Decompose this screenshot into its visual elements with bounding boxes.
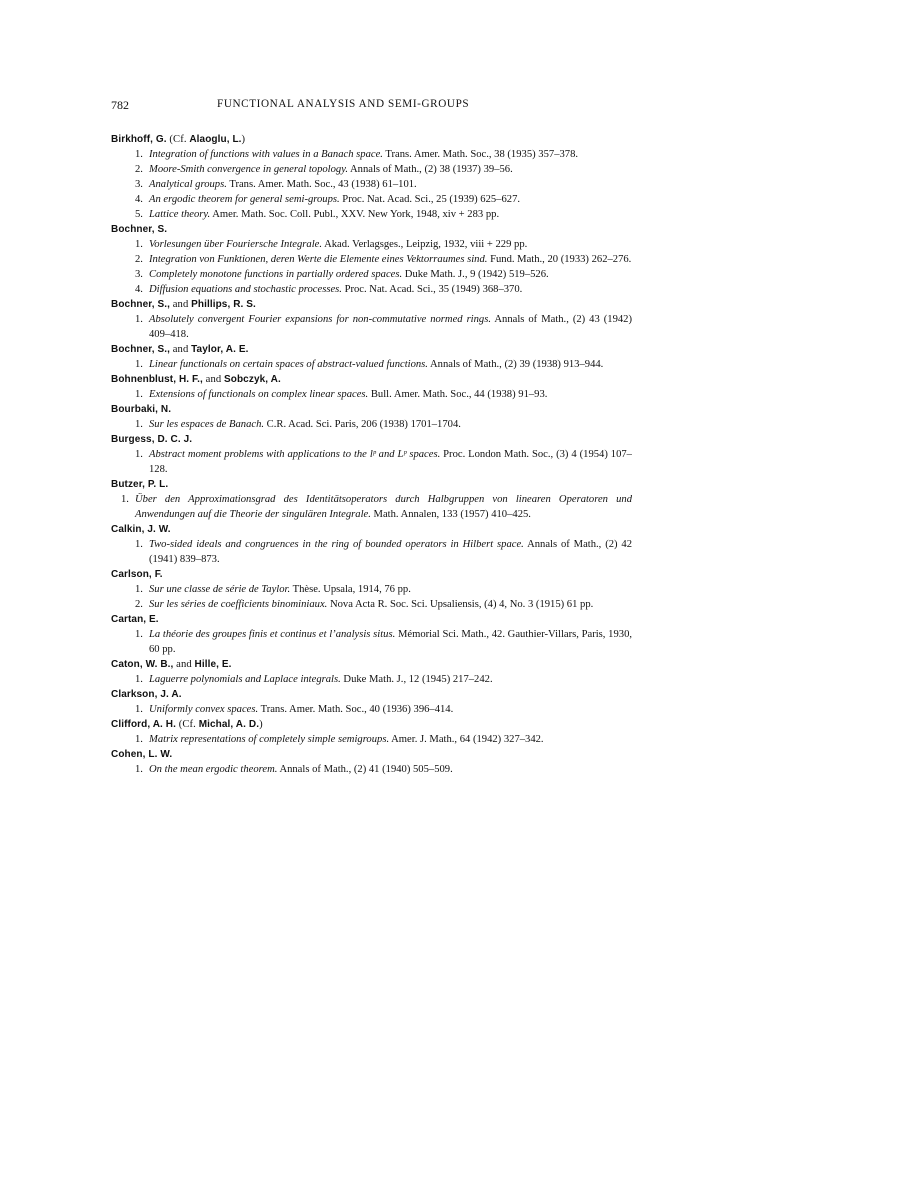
bibliography-entry	[111, 132, 632, 222]
reference-item	[111, 672, 632, 687]
author-heading	[111, 297, 632, 312]
author-name: Hille, E.	[194, 659, 232, 670]
reference-number: 1.	[135, 419, 143, 430]
author-heading	[111, 132, 632, 147]
author-connector: (Cf.	[176, 719, 199, 730]
reference-title: Completely monotone functions in partially ordered spaces.	[149, 269, 403, 280]
running-title: FUNCTIONAL ANALYSIS AND SEMI-GROUPS	[217, 98, 470, 110]
bibliography-entry	[111, 402, 632, 432]
author-name: Cohen, L. W.	[111, 749, 173, 760]
reference-details: Fund. Math., 20 (1933) 262–276.	[487, 254, 632, 265]
reference-title: Linear functionals on certain spaces of abstract-valued functions.	[149, 359, 428, 370]
reference-item	[111, 147, 632, 162]
reference-details: Amer. J. Math., 64 (1942) 327–342.	[389, 734, 544, 745]
reference-title: Sur les séries de coefficients binominiaux.	[149, 599, 328, 610]
author-name: Clifford, A. H.	[111, 719, 177, 730]
reference-title: Laguerre polynomials and Laplace integrals.	[149, 674, 341, 685]
bibliography-entry	[111, 342, 632, 372]
reference-title: Integration of functions with values in a Banach space.	[149, 149, 383, 160]
author-connector: and	[170, 344, 192, 355]
reference-title: Absolutely convergent Fourier expansions for non-commutative normed rings.	[149, 314, 491, 325]
reference-title: An ergodic theorem for general semi-groups.	[149, 194, 340, 205]
reference-item	[111, 732, 632, 747]
reference-item	[111, 597, 632, 612]
reference-details: Annals of Math., (2) 38 (1937) 39–56.	[347, 164, 513, 175]
author-name: Calkin, J. W.	[111, 524, 171, 535]
author-connector: and	[173, 659, 195, 670]
reference-number: 4.	[135, 194, 143, 205]
reference-item	[111, 702, 632, 717]
reference-number: 1.	[135, 704, 143, 715]
reference-details: Proc. Nat. Acad. Sci., 25 (1939) 625–627.	[339, 194, 521, 205]
reference-title: Diffusion equations and stochastic processes.	[149, 284, 342, 295]
reference-details: Math. Annalen, 133 (1957) 410–425.	[370, 509, 531, 520]
reference-details: Trans. Amer. Math. Soc., 40 (1936) 396–414.	[258, 704, 454, 715]
author-name: Birkhoff, G.	[111, 134, 167, 145]
reference-title: Sur une classe de série de Taylor.	[149, 584, 291, 595]
author-heading	[111, 687, 632, 702]
running-head	[111, 98, 632, 116]
reference-title: Vorlesungen über Fouriersche Integrale.	[149, 239, 322, 250]
reference-number: 1.	[135, 674, 143, 685]
author-heading	[111, 342, 632, 357]
reference-title: Über den Approximationsgrad des Identitätsoperators durch Halbgruppen von linearen Operatoren und Anwendungen auf die Theorie der singulären Integrale.	[135, 494, 632, 520]
author-connector: and	[170, 299, 192, 310]
reference-item	[111, 312, 632, 342]
reference-number: 4.	[135, 284, 143, 295]
reference-item	[111, 537, 632, 567]
bibliography-list	[111, 132, 632, 777]
author-connector: )	[259, 719, 263, 730]
reference-details: Amer. Math. Soc. Coll. Publ., XXV. New York, 1948, xiv + 283 pp.	[210, 209, 500, 220]
bibliography-entry	[111, 477, 632, 522]
author-name: Bohnenblust, H. F.,	[111, 374, 203, 385]
reference-item	[111, 162, 632, 177]
author-name: Caton, W. B.,	[111, 659, 174, 670]
reference-number: 1.	[135, 734, 143, 745]
author-connector: )	[241, 134, 246, 145]
author-connector: (Cf.	[166, 134, 190, 145]
reference-number: 1.	[135, 764, 143, 775]
page-number: 782	[111, 98, 129, 112]
reference-number: 1.	[135, 239, 143, 250]
reference-details: Nova Acta R. Soc. Sci. Upsaliensis, (4) 4, No. 3 (1915) 61 pp.	[327, 599, 594, 610]
reference-details: Duke Math. J., 12 (1945) 217–242.	[340, 674, 493, 685]
reference-item	[111, 357, 632, 372]
reference-item	[111, 492, 632, 522]
reference-details: Annals of Math., (2) 42 (1941) 839–873.	[149, 539, 632, 565]
bibliography-entry	[111, 522, 632, 567]
bibliography-entry	[111, 372, 632, 402]
reference-item	[111, 417, 632, 432]
reference-details: Proc. Nat. Acad. Sci., 35 (1949) 368–370.	[341, 284, 523, 295]
author-name: Butzer, P. L.	[111, 479, 169, 490]
reference-number: 5.	[135, 209, 143, 220]
bibliography-entry	[111, 567, 632, 612]
reference-title: Two-sided ideals and congruences in the ring of bounded operators in Hilbert space.	[149, 539, 524, 550]
author-name: Phillips, R. S.	[191, 299, 256, 310]
reference-details: Mémorial Sci. Math., 42. Gauthier-Villars, Paris, 1930, 60 pp.	[149, 629, 633, 655]
reference-item	[111, 192, 632, 207]
author-name: Cartan, E.	[111, 614, 159, 625]
author-name: Bochner, S.	[111, 224, 168, 235]
bibliography-entry	[111, 297, 632, 342]
reference-details: Annals of Math., (2) 43 (1942) 409–418.	[149, 314, 632, 340]
author-heading	[111, 747, 632, 762]
book-page	[111, 98, 632, 777]
author-name: Bourbaki, N.	[111, 404, 172, 415]
author-name: Bochner, S.,	[111, 299, 170, 310]
reference-details: Duke Math. J., 9 (1942) 519–526.	[402, 269, 549, 280]
reference-title: Matrix representations of completely simple semigroups.	[149, 734, 390, 745]
bibliography-entry	[111, 432, 632, 477]
reference-number: 2.	[135, 164, 143, 175]
reference-item	[111, 207, 632, 222]
reference-details: Trans. Amer. Math. Soc., 43 (1938) 61–101.	[226, 179, 417, 190]
reference-number: 1.	[135, 629, 143, 640]
reference-number: 2.	[135, 599, 143, 610]
author-heading	[111, 717, 632, 732]
reference-item	[111, 237, 632, 252]
reference-number: 1.	[135, 539, 143, 550]
reference-details: Bull. Amer. Math. Soc., 44 (1938) 91–93.	[368, 389, 548, 400]
reference-details: C.R. Acad. Sci. Paris, 206 (1938) 1701–1704.	[264, 419, 461, 430]
reference-number: 1.	[135, 449, 143, 460]
reference-item	[111, 582, 632, 597]
author-name: Burgess, D. C. J.	[111, 434, 193, 445]
reference-title: Sur les espaces de Banach.	[149, 419, 265, 430]
reference-number: 1.	[135, 149, 143, 160]
author-name: Carlson, F.	[111, 569, 163, 580]
reference-item	[111, 627, 632, 657]
author-heading	[111, 612, 632, 627]
reference-details: Akad. Verlagsges., Leipzig, 1932, viii + 229 pp.	[322, 239, 528, 250]
reference-title: Lattice theory.	[149, 209, 211, 220]
reference-item	[111, 282, 632, 297]
author-heading	[111, 432, 632, 447]
author-heading	[111, 567, 632, 582]
reference-title: Moore-Smith convergence in general topology.	[149, 164, 348, 175]
reference-item	[111, 762, 632, 777]
reference-number: 3.	[135, 269, 143, 280]
reference-number: 3.	[135, 179, 143, 190]
bibliography-entry	[111, 222, 632, 297]
reference-item	[111, 252, 632, 267]
reference-title: Extensions of functionals on complex linear spaces.	[149, 389, 369, 400]
reference-item	[111, 267, 632, 282]
author-heading	[111, 372, 632, 387]
author-heading	[111, 222, 632, 237]
reference-item	[111, 177, 632, 192]
reference-title: Integration von Funktionen, deren Werte die Elemente eines Vektorraumes sind.	[149, 254, 488, 265]
reference-number: 1.	[121, 494, 129, 505]
reference-details: Annals of Math., (2) 39 (1938) 913–944.	[427, 359, 604, 370]
author-name: Sobczyk, A.	[224, 374, 281, 385]
author-name: Clarkson, J. A.	[111, 689, 182, 700]
reference-number: 1.	[135, 584, 143, 595]
author-name: Michal, A. D.	[198, 719, 260, 730]
author-connector: and	[202, 374, 224, 385]
author-heading	[111, 402, 632, 417]
reference-title: Uniformly convex spaces.	[149, 704, 259, 715]
author-name: Alaoglu, L.	[189, 134, 242, 145]
reference-number: 1.	[135, 359, 143, 370]
bibliography-entry	[111, 747, 632, 777]
reference-title: Analytical groups.	[149, 179, 227, 190]
reference-number: 2.	[135, 254, 143, 265]
reference-item	[111, 447, 632, 477]
author-heading	[111, 522, 632, 537]
author-name: Bochner, S.,	[111, 344, 170, 355]
bibliography-entry	[111, 687, 632, 717]
reference-details: Annals of Math., (2) 41 (1940) 505–509.	[277, 764, 453, 775]
author-name: Taylor, A. E.	[191, 344, 249, 355]
bibliography-entry	[111, 612, 632, 657]
bibliography-entry	[111, 717, 632, 747]
reference-title: La théorie des groupes finis et continus et l’analysis situs.	[149, 629, 396, 640]
reference-number: 1.	[135, 314, 143, 325]
reference-title: Abstract moment problems with applications to the lᵖ and Lᵖ spaces.	[149, 449, 441, 460]
reference-title: On the mean ergodic theorem.	[149, 764, 278, 775]
reference-number: 1.	[135, 389, 143, 400]
reference-item	[111, 387, 632, 402]
reference-details: Trans. Amer. Math. Soc., 38 (1935) 357–378.	[382, 149, 579, 160]
reference-details: Thèse. Upsala, 1914, 76 pp.	[290, 584, 411, 595]
bibliography-entry	[111, 657, 632, 687]
reference-details: Proc. London Math. Soc., (3) 4 (1954) 107–128.	[149, 449, 632, 475]
author-heading	[111, 657, 632, 672]
author-heading	[111, 477, 632, 492]
